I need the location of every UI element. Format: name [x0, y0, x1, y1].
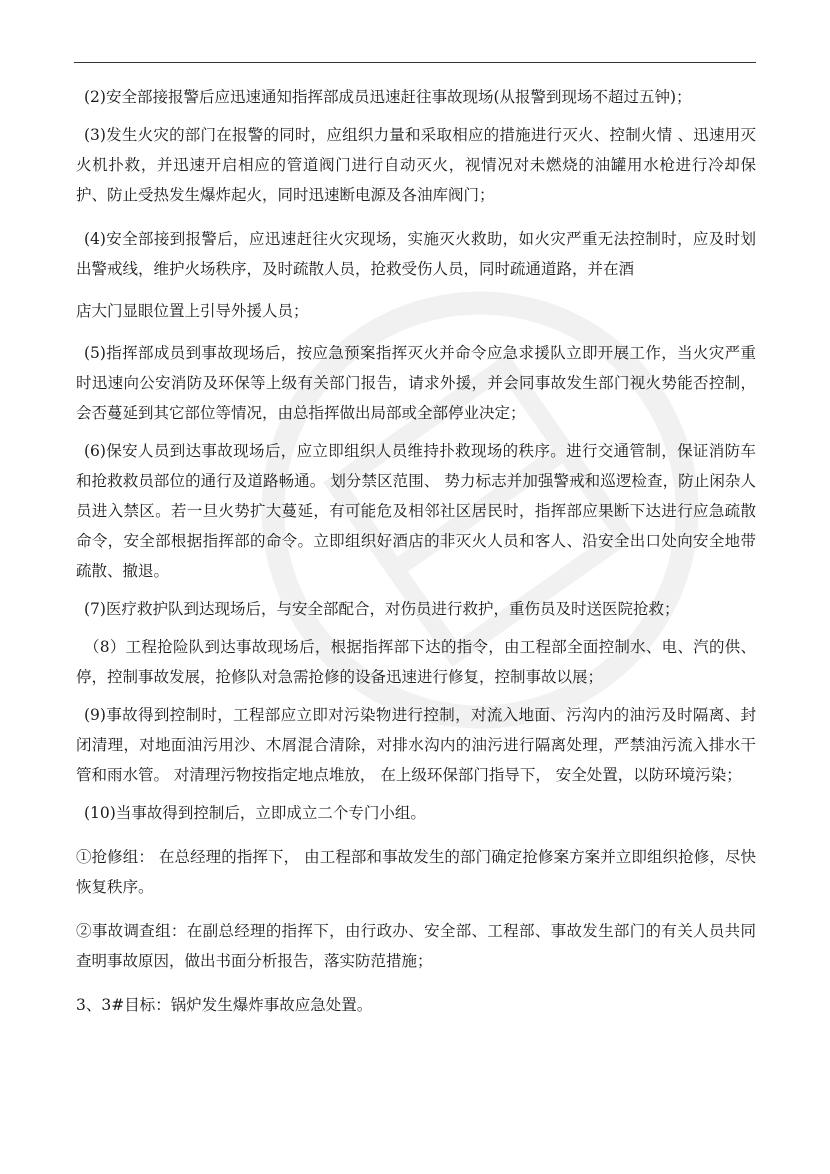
paragraph-10: (10)当事故得到控制后，立即成立二个专门小组。: [84, 804, 426, 822]
header-rule: [74, 62, 756, 63]
document-body: [76, 82, 756, 1028]
paragraph-8: （8）工程抢险队到达事故现场后，根据指挥部下达的指令，由工程部全面控制水、电、汽的供、停，控制事故发展，抢修队对急需抢修的设备迅速进行修复，控制事故以展；: [76, 638, 756, 686]
investigation-group-item: ②事故调查组：在副总经理的指挥下，由行政办、安全部、工程部、事故发生部门的有关人员共同查明事故原因，做出书面分析报告，落实防范措施；: [76, 922, 756, 970]
paragraph-4: (4)安全部接到报警后，应迅速赶往火灾现场，实施灭火救助，如火灾严重无法控制时，应及时划出警戒线，维护火场秩序，及时疏散人员，抢救受伤人员，同时疏通道路，并在酒: [76, 230, 756, 278]
paragraph-6: (6)保安人员到达事故现场后，应立即组织人员维持扑救现场的秩序。进行交通管制，保证消防车和抢救救员部位的通行及道路畅通。 划分禁区范围、 势力标志并加强警戒和巡逻检查，防止闲杂人员进入禁区。若一旦火势扩大蔓延，有可能危及相邻社区居民时，指挥部应果断下达进行应急疏散命令，安全部根据指挥部的命令。立即组织好酒店的非灭火人员和客人、沿安全出口处向安全地带疏散、撤退。: [76, 442, 756, 580]
paragraph-7: (7)医疗救护队到达现场后，与安全部配合，对伤员进行救护，重伤员及时送医院抢救；: [84, 600, 680, 618]
paragraph-5: (5)指挥部成员到事故现场后，按应急预案指挥灭火并命令应急求援队立即开展工作，当火灾严重时迅速向公安消防及环保等上级有关部门报告，请求外援，并会同事故发生部门视火势能否控制，会否蔓延到其它部位等情况，由总指挥做出局部或全部停业决定；: [76, 344, 756, 422]
paragraph-3: (3)发生火灾的部门在报警的同时，应组织力量和采取相应的措施进行灭火、控制火情 、迅速用灭火机扑救，并迅速开启相应的管道阀门进行自动灭火，视情况对未燃烧的油罐用水枪进行冷却保护、防止受热发生爆炸起火，同时迅速断电源及各油库阀门；: [76, 126, 756, 204]
paragraph-2: (2)安全部接报警后应迅速通知指挥部成员迅速赶往事故现场(从报警到现场不超过五钟)；: [84, 88, 692, 106]
section-3-heading: 3、3#目标：锅炉发生爆炸事故应急处置。: [76, 996, 373, 1014]
paragraph-4-continued: 店大门显眼位置上引导外援人员；: [76, 302, 309, 320]
paragraph-9: (9)事故得到控制时，工程部应立即对污染物进行控制，对流入地面、污沟内的油污及时隔离、封闭清理，对地面油污用沙、木屑混合清除，对排水沟内的油污进行隔离处理，严禁油污流入排水干管和雨水管。 对清理污物按指定地点堆放， 在上级环保部门指导下， 安全处置，以防环境污染；: [76, 706, 756, 784]
repair-group-item: ①抢修组： 在总经理的指挥下， 由工程部和事故发生的部门确定抢修案方案并立即组织抢修，尽快恢复秩序。: [76, 848, 756, 896]
